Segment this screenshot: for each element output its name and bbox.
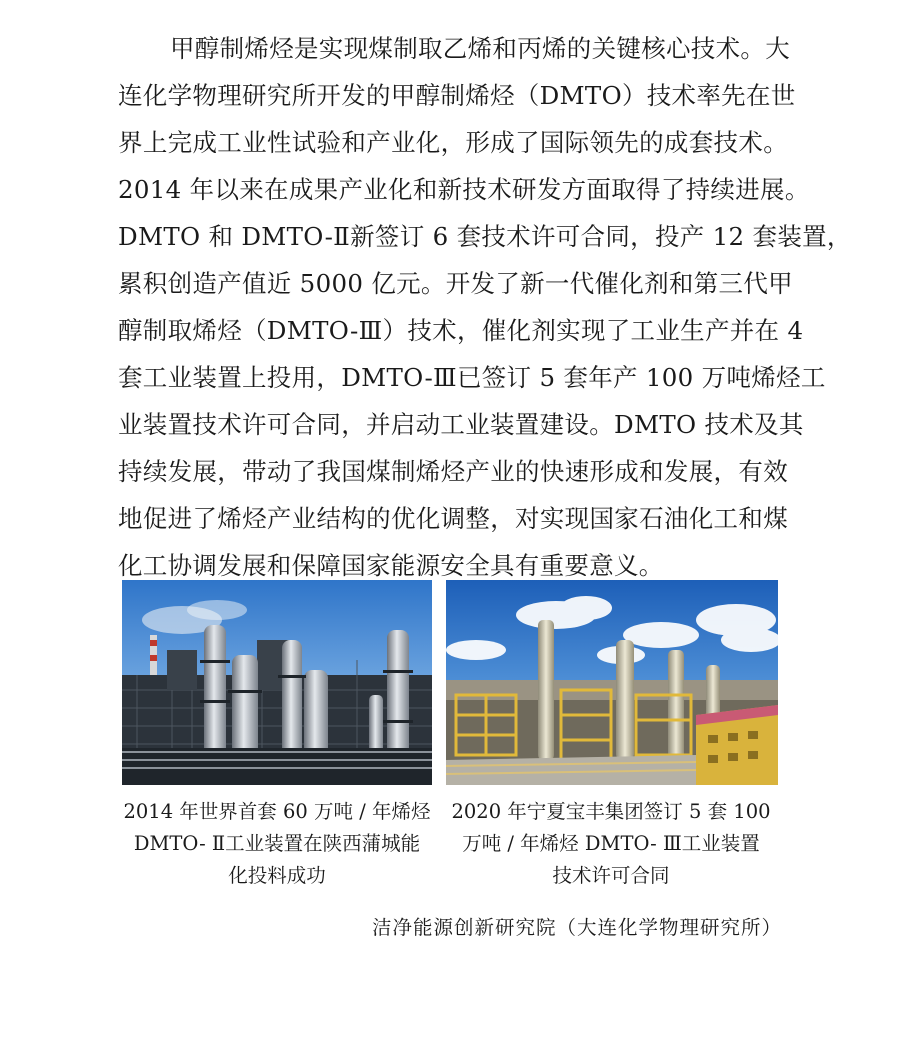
ningxia-baofeng-plant-photo — [446, 580, 778, 785]
body-line: 连化学物理研究所开发的甲醇制烯烃（DMTO）技术率先在世 — [118, 81, 796, 110]
body-line: 持续发展，带动了我国煤制烯烃产业的快速形成和发展，有效 — [118, 457, 788, 486]
body-line: 地促进了烯烃产业结构的优化调整，对实现国家石油化工和煤 — [118, 504, 788, 533]
figure-caption-left — [112, 796, 442, 892]
caption-line: DMTO- Ⅱ工业装置在陕西蒲城能 — [133, 832, 421, 855]
source-attribution: 洁净能源创新研究院（大连化学物理研究所） — [371, 916, 782, 939]
body-line: 界上完成工业性试验和产业化，形成了国际领先的成套技术。 — [118, 128, 788, 157]
caption-line: 万吨 / 年烯烃 DMTO- Ⅲ工业装置 — [462, 832, 760, 855]
caption-line: 2014 年世界首套 60 万吨 / 年烯烃 — [123, 800, 431, 823]
body-line: 累积创造产值近 5000 亿元。开发了新一代催化剂和第三代甲 — [118, 269, 793, 298]
dmto-plant-photo — [122, 580, 432, 785]
body-line: 套工业装置上投用，DMTO-Ⅲ已签订 5 套年产 100 万吨烯烃工 — [118, 363, 826, 392]
body-line: 甲醇制烯烃是实现煤制取乙烯和丙烯的关键核心技术。大 — [170, 34, 790, 63]
body-line: 2014 年以来在成果产业化和新技术研发方面取得了持续进展。 — [118, 175, 810, 204]
caption-line: 化投料成功 — [228, 864, 326, 887]
caption-line: 技术许可合同 — [552, 864, 670, 887]
body-line: 醇制取烯烃（DMTO-Ⅲ）技术，催化剂实现了工业生产并在 4 — [118, 316, 804, 345]
figure-caption-right — [438, 796, 784, 892]
caption-line: 2020 年宁夏宝丰集团签订 5 套 100 — [451, 800, 771, 823]
body-line: 业装置技术许可合同，并启动工业装置建设。DMTO 技术及其 — [118, 410, 804, 439]
body-line: DMTO 和 DMTO-Ⅱ新签订 6 套技术许可合同，投产 12 套装置， — [118, 222, 852, 251]
body-line: 化工协调发展和保障国家能源安全具有重要意义。 — [118, 551, 664, 580]
